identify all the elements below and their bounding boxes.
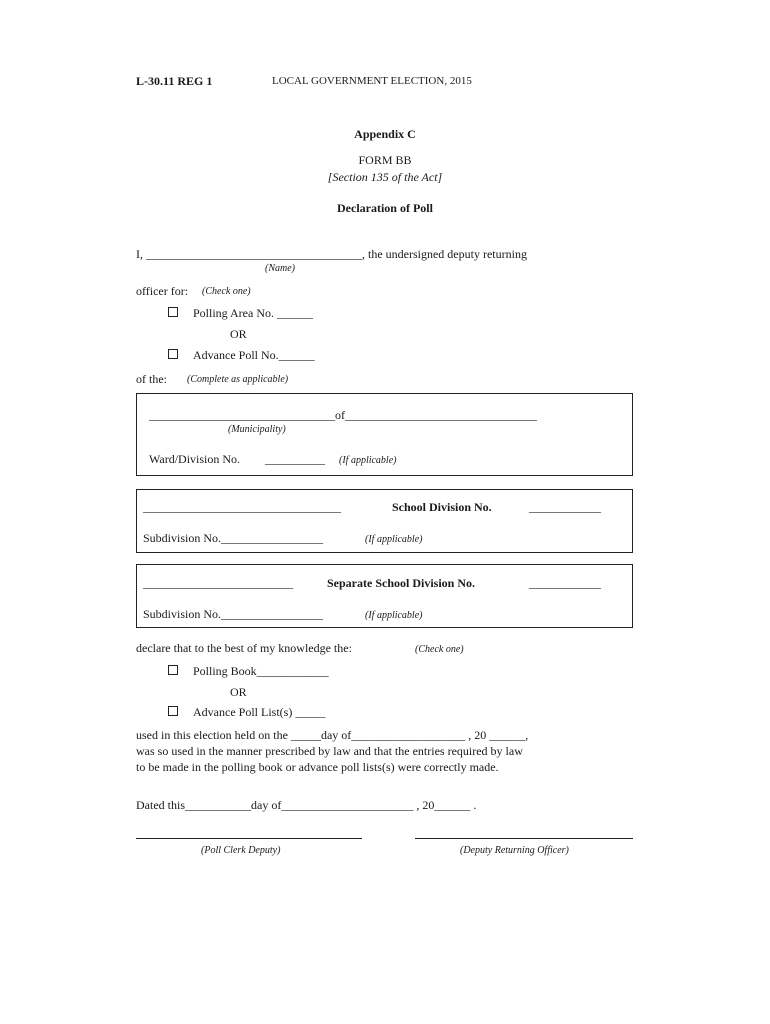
complete-as-applicable-hint: (Complete as applicable) (187, 374, 289, 385)
appendix-label: Appendix C (354, 127, 416, 141)
of-the-label: of the: (136, 372, 167, 386)
polling-area-checkbox[interactable] (168, 307, 178, 317)
deputy-returning-officer-label: (Deputy Returning Officer) (460, 845, 569, 856)
used-line-3: to be made in the polling book or advance poll lists(s) were correctly made. (136, 760, 499, 774)
used-line-1: used in this election held on the _____day of___________________ , 20 ______, (136, 728, 529, 742)
advance-poll-list-checkbox[interactable] (168, 706, 178, 716)
separate-division-blank: _________________________ (143, 576, 293, 590)
or-label-2: OR (230, 685, 247, 699)
poll-clerk-deputy-label: (Poll Clerk Deputy) (201, 845, 281, 856)
ward-division-label: Ward/Division No. (149, 452, 241, 466)
regulation-number: L-30.11 REG 1 (136, 74, 213, 88)
form-heading: Declaration of Poll (337, 201, 433, 215)
poll-clerk-signature-line (136, 838, 362, 839)
document-title: LOCAL GOVERNMENT ELECTION, 2015 (272, 75, 472, 87)
school-if-applicable-hint: (If applicable) (365, 534, 423, 545)
ward-if-applicable-hint: (If applicable) (339, 455, 397, 466)
name-hint: (Name) (265, 263, 295, 274)
separate-if-applicable-hint: (If applicable) (365, 610, 423, 621)
declarant-line: I, ____________________________________, the undersigned deputy returning (136, 247, 527, 261)
advance-poll-label: Advance Poll No.______ (193, 348, 315, 362)
municipality-hint: (Municipality) (228, 424, 286, 435)
advance-poll-checkbox[interactable] (168, 349, 178, 359)
advance-poll-list-label: Advance Poll List(s) _____ (193, 705, 326, 719)
separate-subdivision-label: Subdivision No._________________ (143, 607, 324, 621)
declare-check-one-hint: (Check one) (415, 644, 464, 655)
separate-division-number-blank: ____________ (529, 576, 601, 590)
school-division-number-blank: ____________ (529, 500, 601, 514)
declare-line: declare that to the best of my knowledge the: (136, 641, 352, 655)
ward-division-blank: __________ (265, 452, 325, 466)
or-label: OR (230, 327, 247, 341)
school-subdivision-label: Subdivision No._________________ (143, 531, 324, 545)
section-reference: [Section 135 of the Act] (327, 170, 443, 184)
form-name: FORM BB (358, 153, 412, 167)
polling-book-checkbox[interactable] (168, 665, 178, 675)
municipality-line: _______________________________of________________________________ (149, 408, 537, 422)
polling-area-label: Polling Area No. ______ (193, 306, 313, 320)
separate-school-division-label: Separate School Division No. (327, 576, 476, 590)
check-one-hint: (Check one) (202, 286, 251, 297)
school-division-label: School Division No. (392, 500, 492, 514)
school-division-blank: _________________________________ (143, 500, 341, 514)
dated-line: Dated this___________day of______________________ , 20______ . (136, 798, 477, 812)
returning-officer-signature-line (415, 838, 633, 839)
polling-book-label: Polling Book____________ (193, 664, 329, 678)
officer-for-label: officer for: (136, 284, 189, 298)
used-line-2: was so used in the manner prescribed by law and that the entries required by law (136, 744, 523, 758)
